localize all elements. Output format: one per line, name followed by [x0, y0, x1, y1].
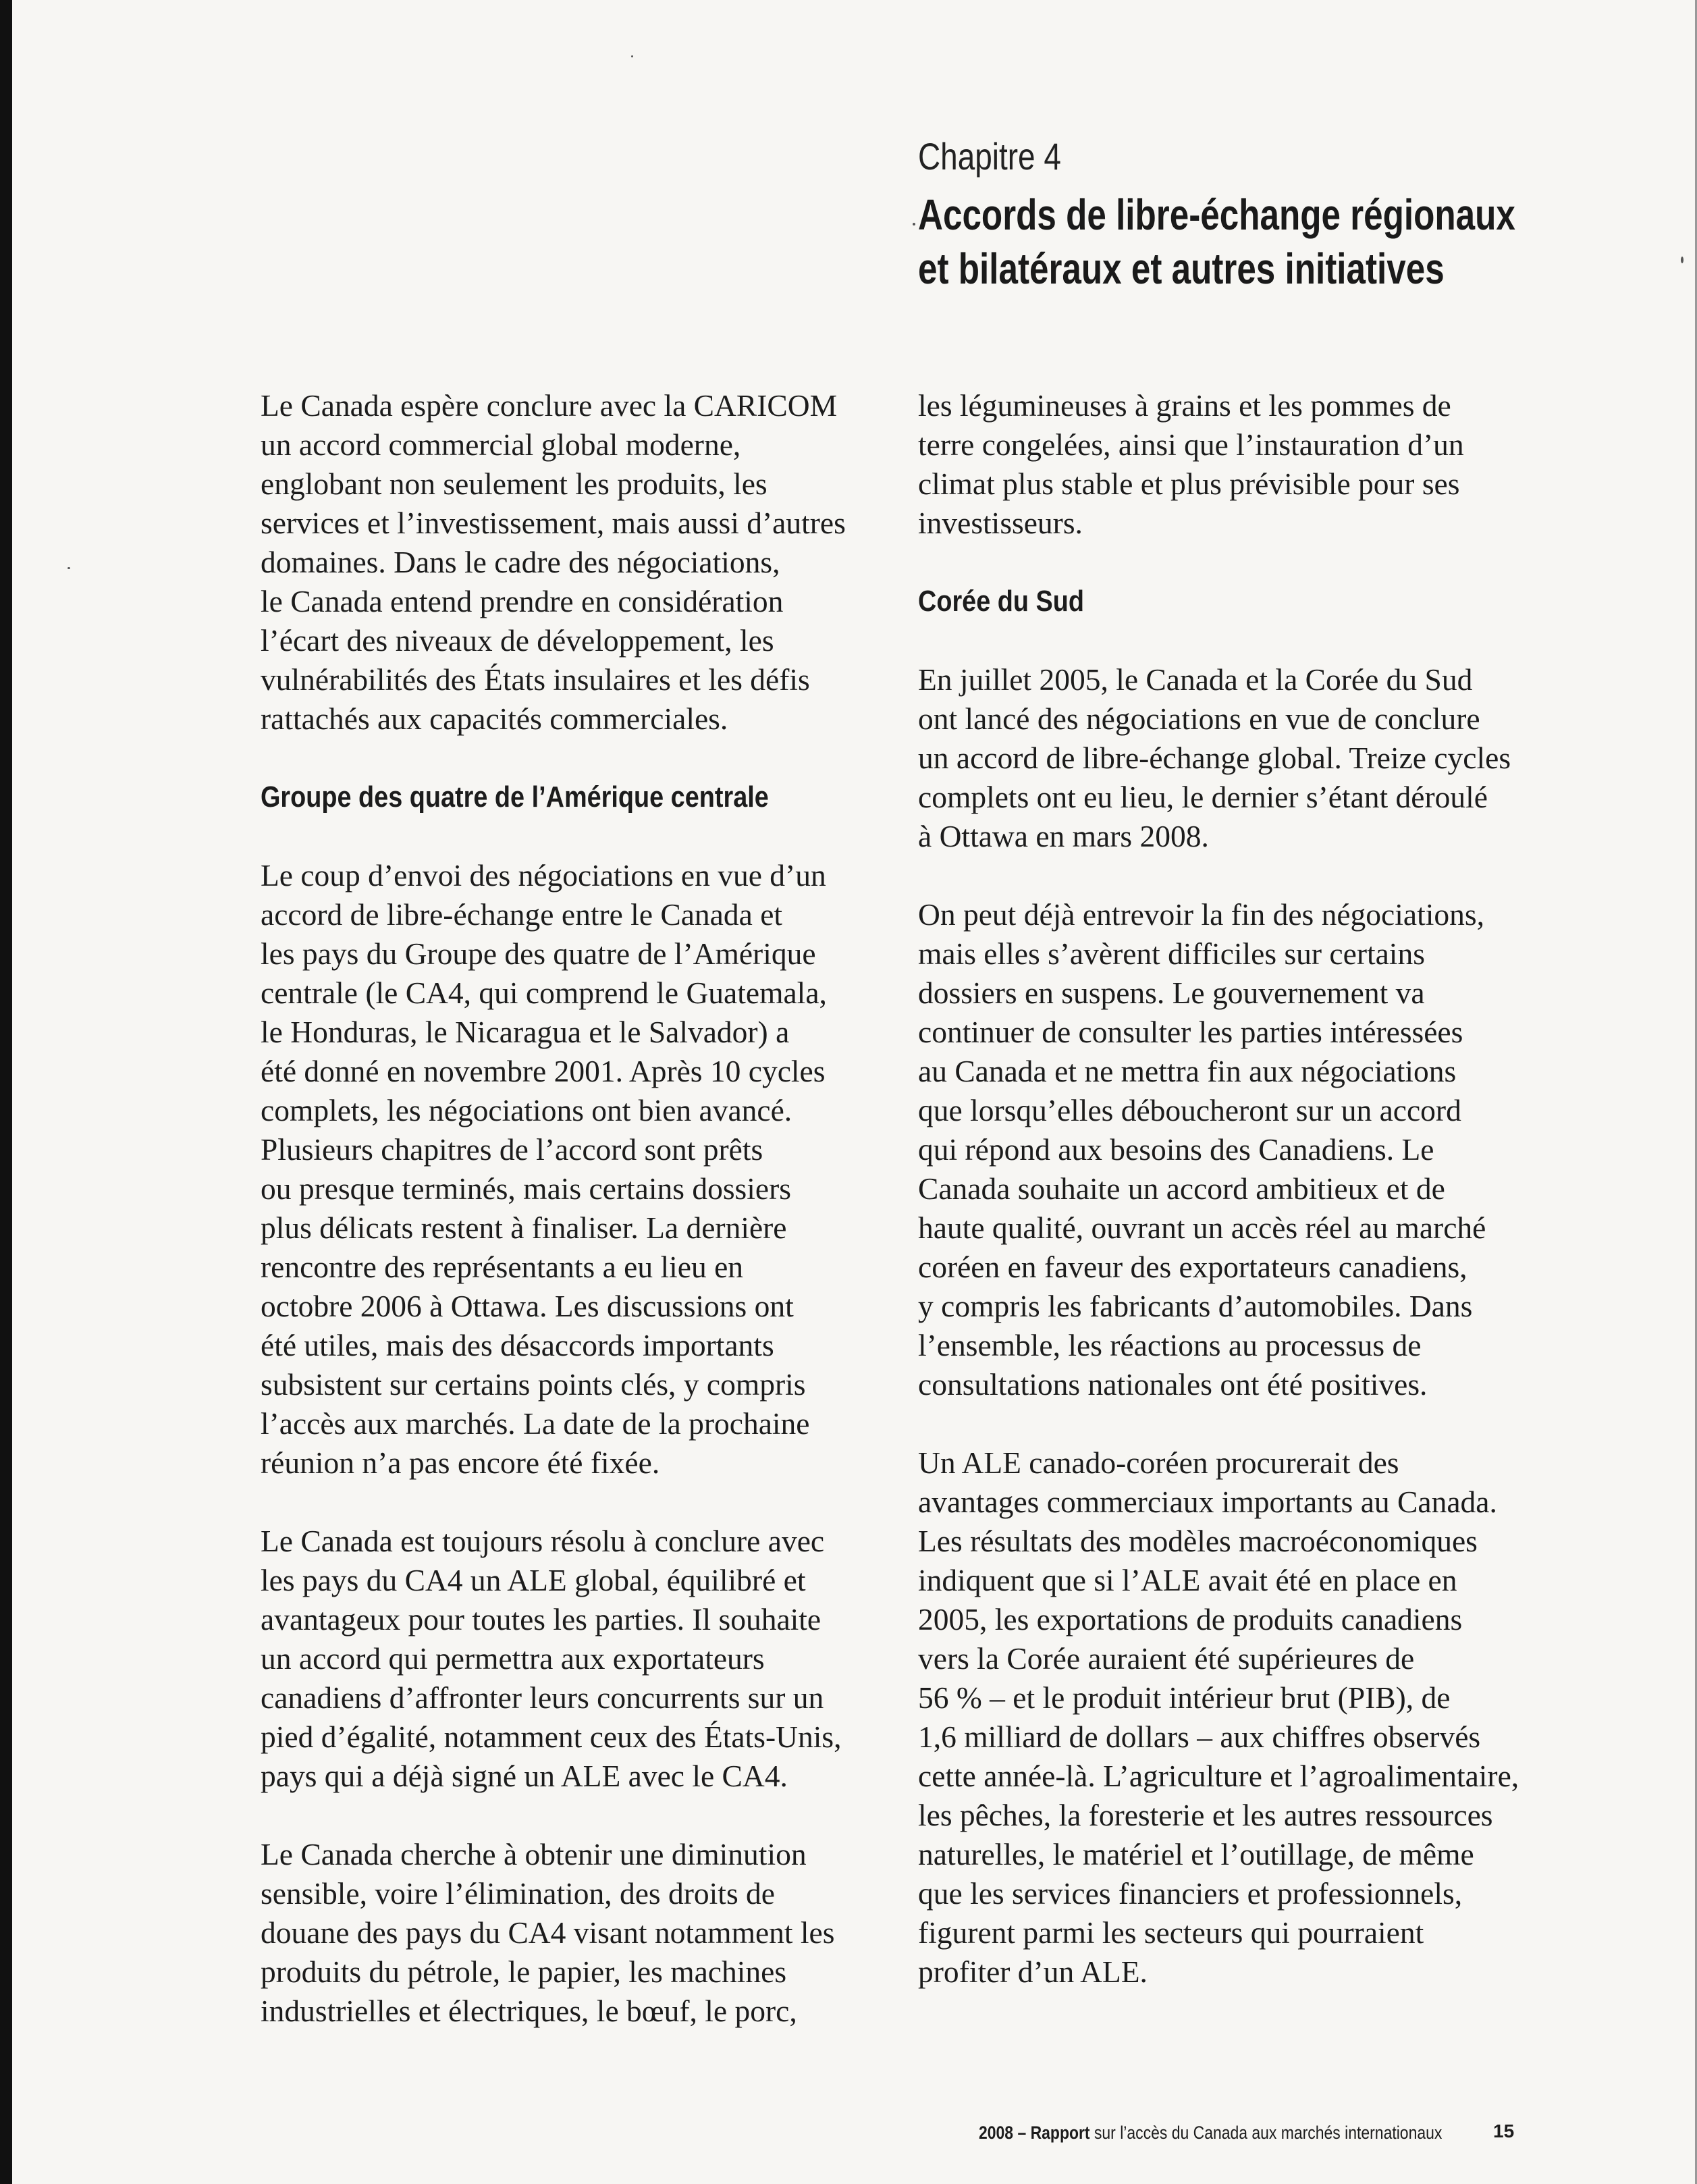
footer-report-title — [979, 2121, 1442, 2144]
paragraph-korea-progress: On peut déjà entrevoir la fin des négociations, mais elles s’avèrent difficiles sur certains dossiers en suspens. Le gouvernement va continuer de consulter les parties intéressées au Canada et ne mettra fin aux négociations que lorsqu’elles déboucheront sur un accord qui répond aux besoins des Canadiens. Le Canada souhaite un accord ambitieux et de haute qualité, ouvrant un accès réel au marché coréen en faveur des exportateurs canadiens, y compris les fabricants d’automobiles. Dans l’ensemble, les réactions au processus de consultations nationales ont été positives. — [918, 897, 1486, 1402]
paragraph-caricom: Le Canada espère conclure avec la CARICOM un accord commercial global moderne, englobant non seulement les produits, les services et l’investissement, mais aussi d’autres domaines. Dans le cadre des négociations, le Canada entend prendre en considération l’écart des niveaux de développement, les vulnérabilités des États insulaires et les défis rattachés aux capacités commerciales. — [261, 388, 846, 736]
paragraph-korea-benefits: Un ALE canado-coréen procurerait des avantages commerciaux importants au Canada. Les résultats des modèles macroéconomiques indiquent que si l’ALE avait été en place en 2005, les exportations de produits canadiens vers la Corée auraient été supérieures de 56 % – et le produit intérieur brut (PIB), de 1,6 milliard de dollars – aux chiffres observés cette année-là. L’agriculture et l’agroalimentaire, les pêches, la foresterie et les autres ressources naturelles, le matériel et l’outillage, de même que les services financiers et professionnels, figurent parmi les secteurs qui pourraient profiter d’un ALE. — [918, 1445, 1519, 1989]
right-column — [918, 386, 1559, 2031]
paragraph-ca4-negotiations: Le coup d’envoi des négociations en vue d’un accord de libre-échange entre le Canada et les pays du Groupe des quatre de l’Amérique centrale (le CA4, qui comprend le Guatemala, le Honduras, le Nicaragua et le Salvador) a été donné en novembre 2001. Après 10 cycles complets, les négociations ont bien avancé. Plusieurs chapitres de l’accord sont prêts ou presque terminés, mais certains dossiers plus délicats restent à finaliser. La dernière rencontre des représentants a eu lieu en octobre 2006 à Ottawa. Les discussions ont été utiles, mais des désaccords importants subsistent sur certains points clés, y compris l’accès aux marchés. La date de la prochaine réunion n’a pas encore été fixée. — [261, 858, 827, 1480]
section-heading-ca4: Groupe des quatre de l’Amérique centrale — [261, 780, 769, 814]
chapter-header — [918, 135, 1661, 296]
scan-left-edge — [0, 0, 12, 2184]
paragraph-ca4-commitment: Le Canada est toujours résolu à conclure avec les pays du CA4 un ALE global, équilibré et avantageux pour toutes les parties. Il souhaite un accord qui permettra aux exportateurs canadiens d’affronter leurs concurrents sur un pied d’égalité, notamment ceux des États-Unis, pays qui a déjà signé un ALE avec le CA4. — [261, 1524, 842, 1793]
left-column — [261, 386, 902, 2070]
page-footer — [979, 2121, 1519, 2144]
footer-report-rest: sur l’accès du Canada aux marchés internationaux — [1089, 2123, 1443, 2143]
chapter-title-line-1: Accords de libre-échange régionaux — [918, 190, 1515, 239]
page-number: 15 — [1493, 2121, 1515, 2141]
footer-separator: – — [1013, 2123, 1031, 2143]
chapter-title — [918, 188, 1515, 296]
footer-year: 2008 — [979, 2123, 1014, 2143]
paragraph-tariffs-continued: les légumineuses à grains et les pommes de terre congelées, ainsi que l’instauration d’un climat plus stable et plus prévisible pour ses investisseurs. — [918, 388, 1464, 540]
footer-report-bold: Rapport — [1030, 2123, 1090, 2143]
section-heading-south-korea: Corée du Sud — [918, 585, 1084, 618]
paragraph-ca4-tariffs: Le Canada cherche à obtenir une diminution sensible, voire l’élimination, des droits de douane des pays du CA4 visant notamment les produits du pétrole, le papier, les machines industrielles et électriques, le bœuf, le porc, — [261, 1837, 835, 2028]
scan-speck — [913, 223, 915, 225]
scan-speck — [68, 567, 70, 569]
chapter-label: Chapitre 4 — [918, 135, 1061, 178]
paragraph-korea-launch: En juillet 2005, le Canada et la Corée du Sud ont lancé des négociations en vue de conclure un accord de libre-échange global. Treize cycles complets ont eu lieu, le dernier s’étant déroulé à Ottawa en mars 2008. — [918, 662, 1511, 853]
scan-speck — [1681, 257, 1683, 263]
scan-speck — [631, 55, 633, 57]
chapter-title-line-2: et bilatéraux et autres initiatives — [918, 244, 1445, 293]
